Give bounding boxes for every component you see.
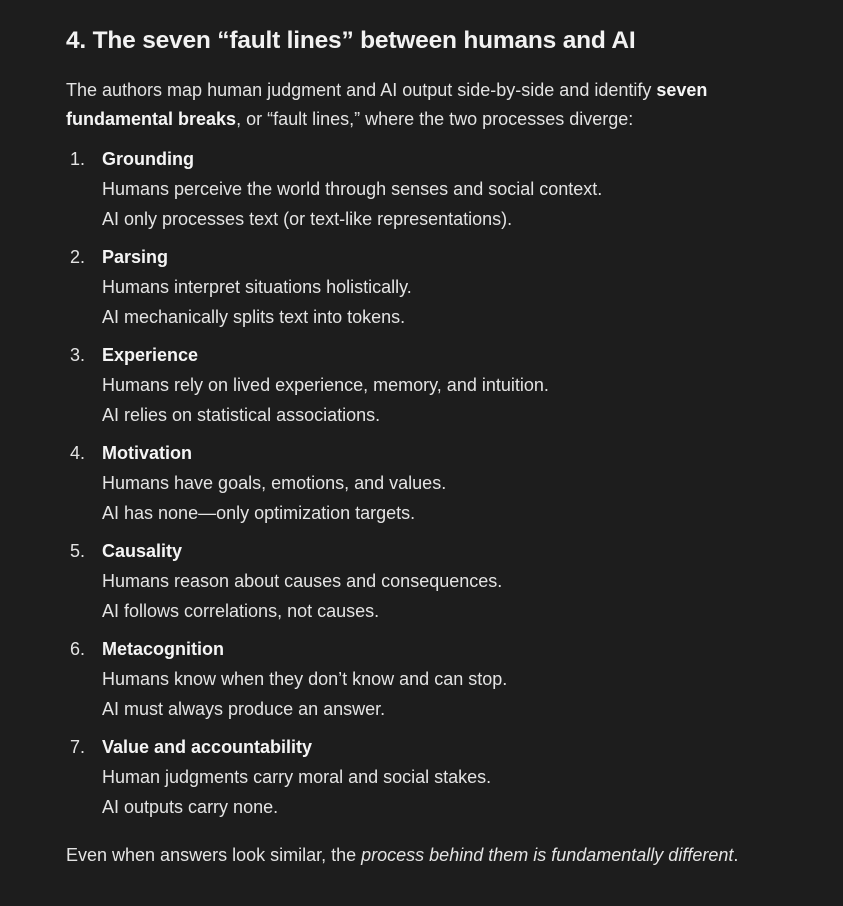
intro-bold-phrase: seven fundamental breaks — [66, 80, 708, 129]
fault-number: 3. — [70, 345, 86, 365]
fault-title: Causality — [102, 541, 183, 561]
fault-title: Value and accountability — [102, 737, 313, 757]
fault-number: 5. — [70, 541, 86, 561]
fault-item-metacognition — [66, 634, 803, 724]
fault-human-description: Humans have goals, emotions, and values. — [102, 473, 447, 493]
fault-human-description: Humans interpret situations holistically. — [102, 277, 412, 297]
fault-item-motivation — [66, 438, 803, 528]
fault-item-grounding — [66, 144, 803, 234]
section-heading: 4. The seven “fault lines” between humans and AI — [66, 27, 636, 54]
fault-title: Motivation — [102, 443, 192, 463]
fault-human-description: Humans know when they don’t know and can stop. — [102, 669, 508, 689]
fault-item-experience — [66, 340, 803, 430]
fault-human-description: Humans rely on lived experience, memory, and intuition. — [102, 375, 549, 395]
closing-text-start: Even when answers look similar, the — [66, 845, 362, 865]
fault-number: 4. — [70, 443, 86, 463]
fault-item-causality — [66, 536, 803, 626]
fault-number: 1. — [70, 149, 86, 169]
intro-paragraph — [66, 76, 796, 134]
fault-number: 7. — [70, 737, 86, 757]
fault-title: Parsing — [102, 247, 169, 267]
closing-paragraph — [66, 840, 803, 870]
fault-ai-description: AI only processes text (or text-like representations). — [102, 209, 513, 229]
fault-item-value-accountability — [66, 732, 803, 822]
fault-title: Experience — [102, 345, 199, 365]
fault-ai-description: AI has none—only optimization targets. — [102, 503, 416, 523]
fault-ai-description: AI follows correlations, not causes. — [102, 601, 380, 621]
closing-italic-phrase: process behind them is fundamentally different — [361, 845, 734, 865]
fault-number: 2. — [70, 247, 86, 267]
fault-lines-list — [66, 144, 803, 822]
fault-title: Grounding — [102, 149, 194, 169]
fault-ai-description: AI must always produce an answer. — [102, 699, 386, 719]
closing-text-end: . — [733, 845, 739, 865]
fault-ai-description: AI relies on statistical associations. — [102, 405, 381, 425]
fault-human-description: Humans reason about causes and consequences. — [102, 571, 503, 591]
fault-ai-description: AI outputs carry none. — [102, 797, 279, 817]
fault-ai-description: AI mechanically splits text into tokens. — [102, 307, 406, 327]
intro-text-end: , or “fault lines,” where the two processes diverge: — [236, 109, 634, 129]
fault-human-description: Humans perceive the world through senses and social context. — [102, 179, 603, 199]
fault-item-parsing — [66, 242, 803, 332]
fault-title: Metacognition — [102, 639, 224, 659]
intro-text-start: The authors map human judgment and AI output side-by-side and identify — [66, 80, 657, 100]
fault-number: 6. — [70, 639, 86, 659]
fault-human-description: Human judgments carry moral and social stakes. — [102, 767, 492, 787]
